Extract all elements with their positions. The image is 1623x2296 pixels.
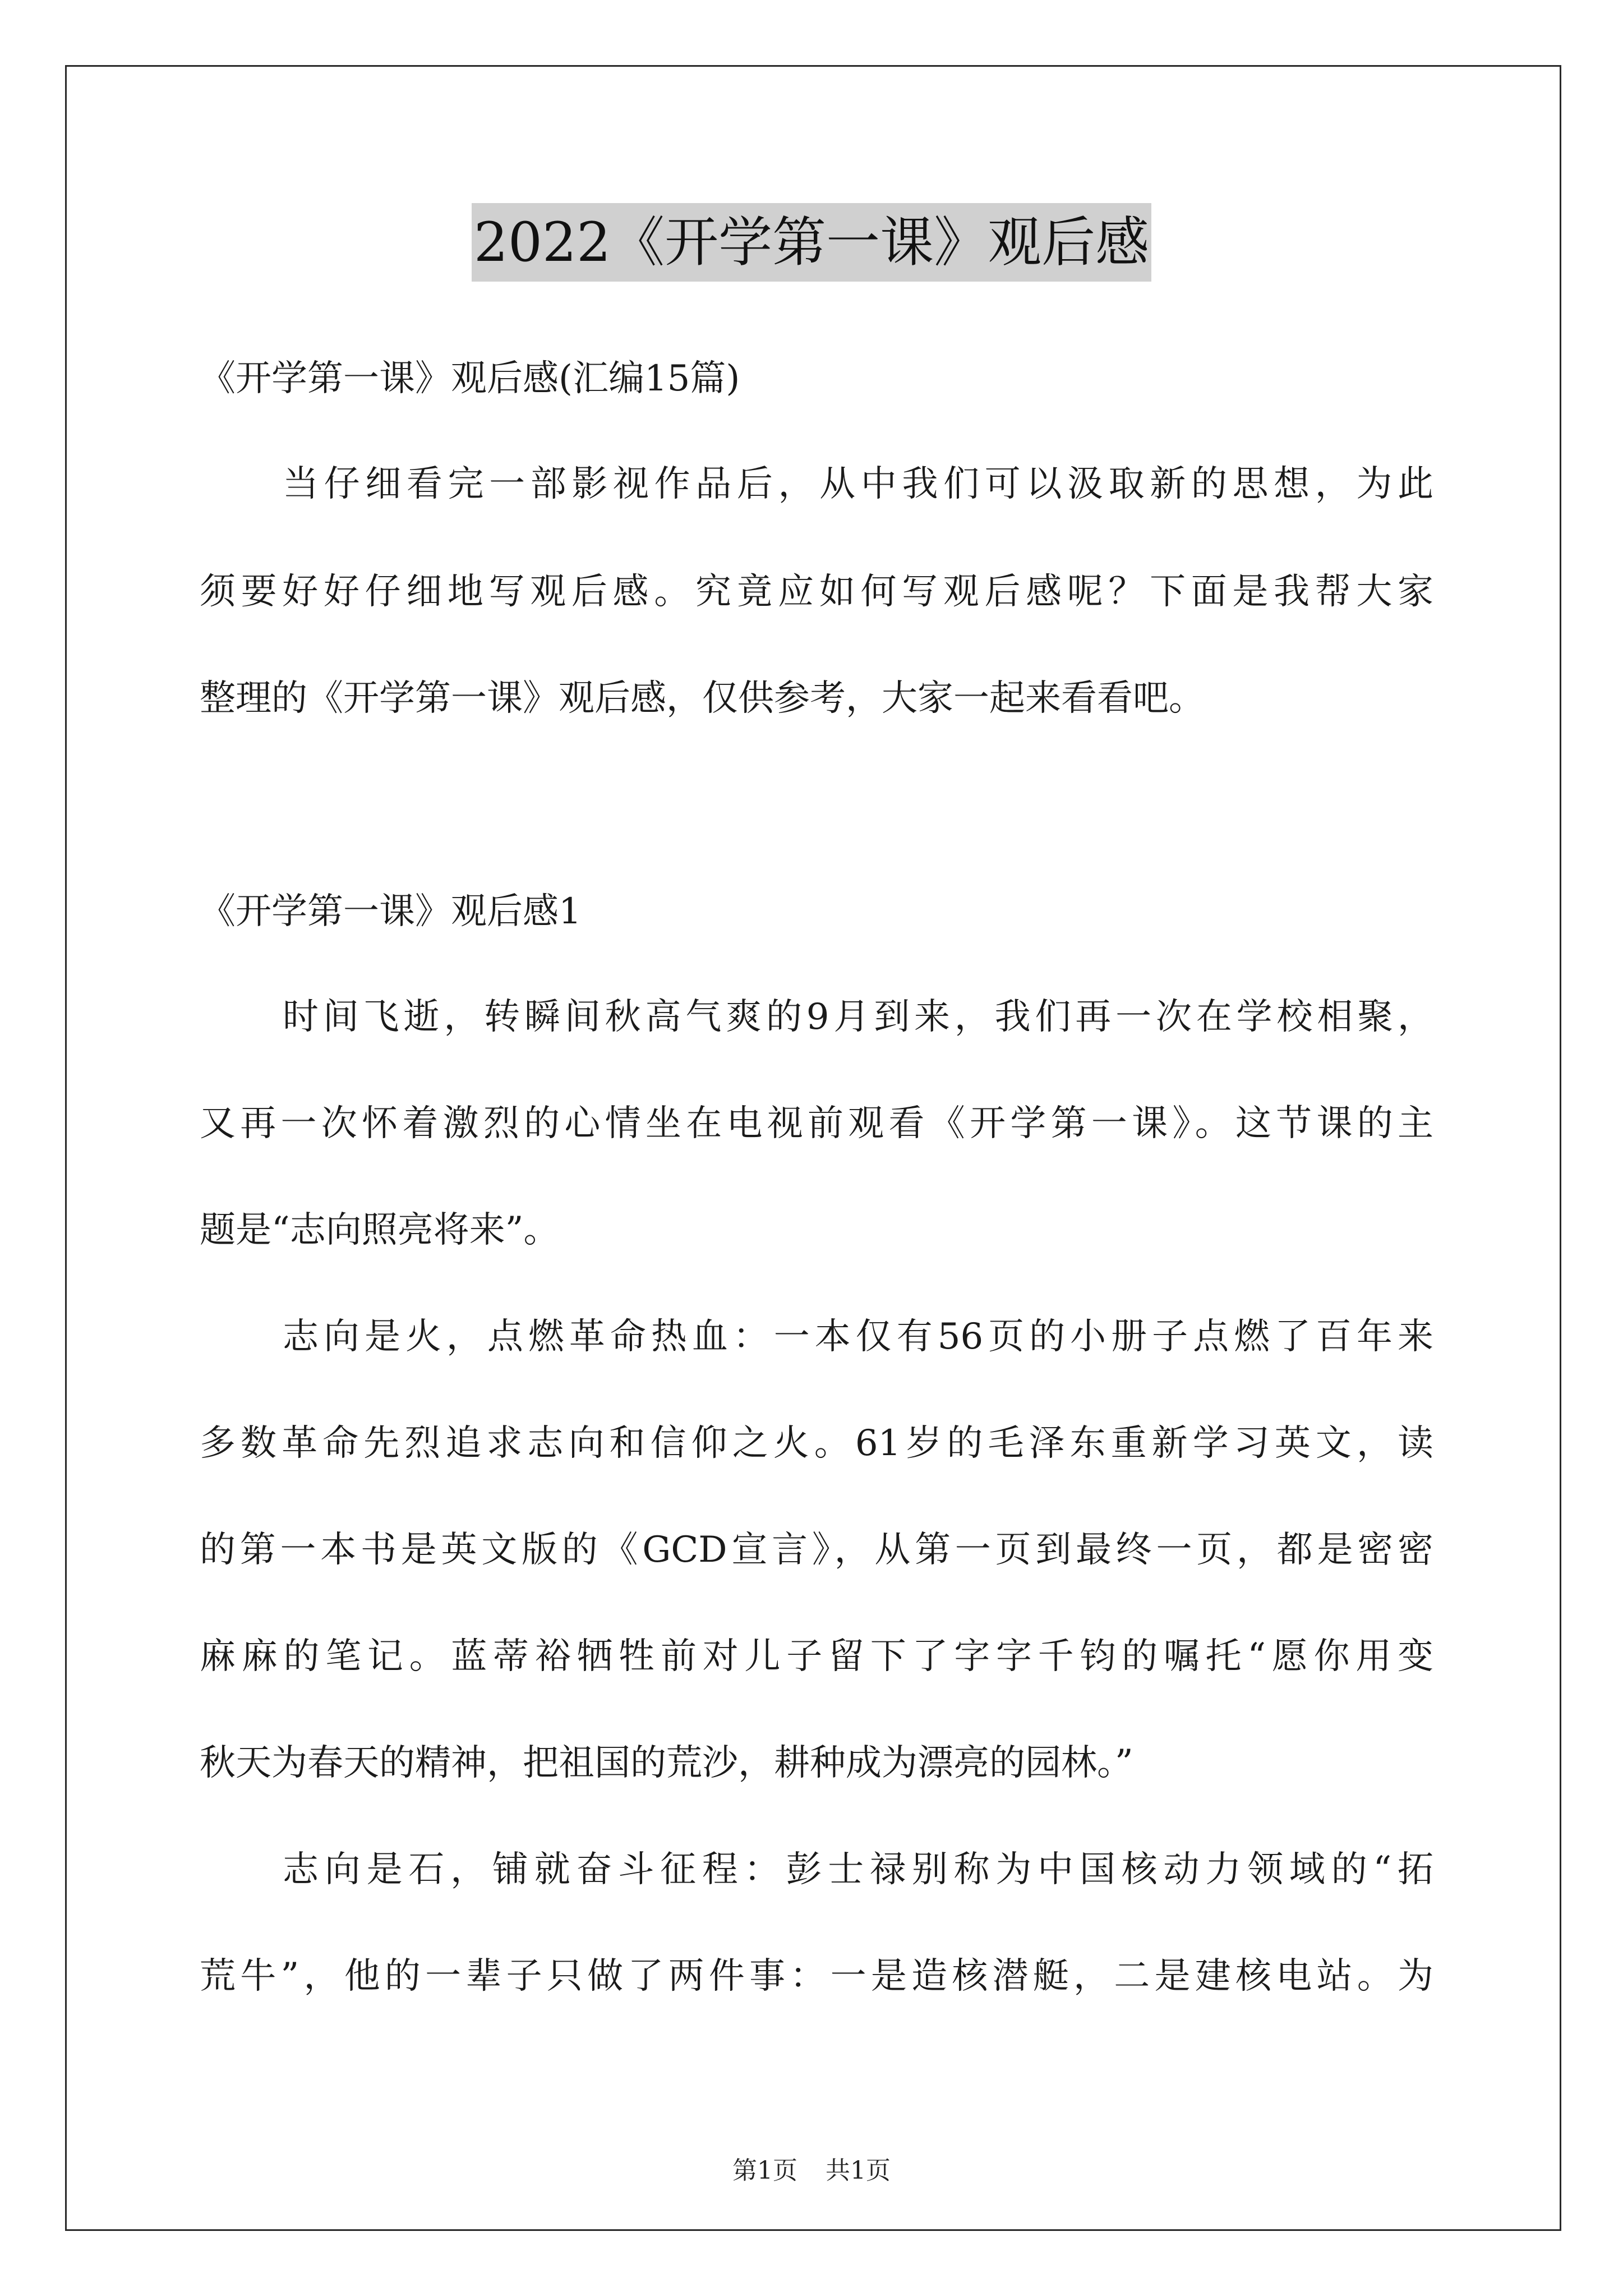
paragraph-line: 题是“志向照亮将来”。 [200,1209,560,1251]
intro-line: 当仔细看完一部影视作品后，从中我们可以汲取新的思想，为此 [283,463,1433,505]
paragraph-line: 志向是火，点燃革命热血：一本仅有56页的小册子点燃了百年来 [283,1316,1433,1358]
paragraph-line: 荒牛”，他的一辈子只做了两件事：一是造核潜艇，二是建核电站。为 [200,1955,1433,1997]
title-container [0,203,1623,282]
paragraph-line: 又再一次怀着激烈的心情坐在电视前观看《开学第一课》。这节课的主 [200,1103,1433,1144]
paragraph-line: 多数革命先烈追求志向和信仰之火。61岁的毛泽东重新学习英文，读 [200,1423,1433,1464]
section-heading: 《开学第一课》观后感1 [200,891,582,932]
intro-line: 整理的《开学第一课》观后感，仅供参考，大家一起来看看吧。 [200,678,1205,719]
page-number: 第1页 [732,2156,797,2185]
paragraph-line: 麻麻的笔记。蓝蒂裕牺牲前对儿子留下了字字千钧的嘱托“愿你用变 [200,1636,1433,1677]
document-subtitle: 《开学第一课》观后感(汇编15篇) [200,358,740,399]
intro-line: 须要好好仔细地写观后感。究竟应如何写观后感呢？下面是我帮大家 [200,571,1433,613]
document-title: 2022《开学第一课》观后感 [472,203,1151,282]
page-total: 共1页 [826,2156,891,2185]
paragraph-line: 的第一本书是英文版的《GCD宣言》，从第一页到最终一页，都是密密 [200,1529,1433,1571]
page-footer [0,2154,1623,2188]
paragraph-line: 秋天为春天的精神，把祖国的荒沙，耕种成为漂亮的园林。” [200,1742,1133,1784]
paragraph-line: 时间飞逝，转瞬间秋高气爽的9月到来，我们再一次在学校相聚， [283,996,1433,1038]
paragraph-line: 志向是石，铺就奋斗征程：彭士禄别称为中国核动力领域的“拓 [283,1849,1433,1890]
